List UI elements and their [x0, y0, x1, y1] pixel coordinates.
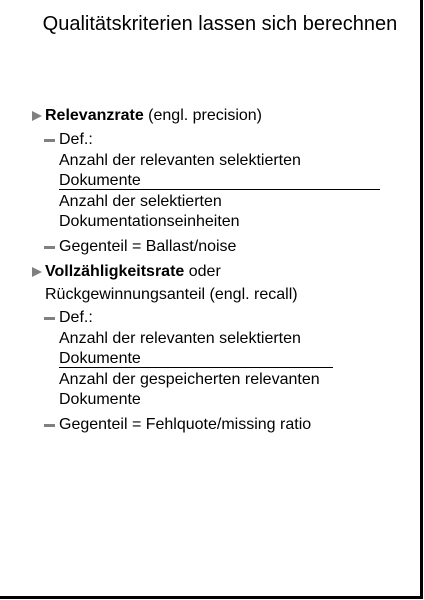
term-vollzaehligkeitsrate-note: Rückgewinnungsanteil (engl. recall) [45, 286, 298, 303]
denominator-line-1: Anzahl der gespeicherten relevanten [59, 370, 320, 388]
bullet-arrow-icon [32, 267, 42, 277]
bullet-relevanzrate [32, 106, 402, 126]
fraction-rule [59, 189, 380, 190]
bullet-dash-icon [44, 139, 55, 142]
numerator-line-2: Dokumente [59, 172, 141, 189]
denominator-line-2: Dokumentationseinheiten [59, 213, 240, 230]
numerator-line-1: Anzahl der relevanten selektierten [59, 329, 301, 347]
bullet-dash-icon [44, 317, 55, 320]
opposite-relevanzrate: Gegenteil = Ballast/noise [44, 237, 394, 258]
bullet-vollzaehligkeitsrate: Vollzähligkeitsrate oder Rückgewinnungsanteil (engl. recall) [32, 262, 402, 305]
def-label: Def.: [59, 131, 93, 148]
denominator-line-1: Anzahl der selektierten [59, 192, 222, 210]
term-relevanzrate: Relevanzrate [45, 107, 144, 124]
bullet-dash-icon [44, 424, 55, 427]
opposite-vollzaehligkeitsrate: Gegenteil = Fehlquote/missing ratio [44, 415, 394, 436]
term-relevanzrate-note: (engl. precision) [143, 107, 262, 124]
term-vollzaehligkeitsrate: Vollzähligkeitsrate [45, 263, 185, 280]
slide-title: Qualitätskriterien lassen sich berechnen [42, 13, 398, 35]
bullet-arrow-icon [32, 111, 42, 121]
numerator-line-2: Dokumente [59, 350, 141, 367]
def-label: Def.: [59, 309, 93, 326]
numerator-line-1: Anzahl der relevanten selektierten [59, 151, 301, 169]
denominator-line-2: Dokumente [59, 391, 141, 408]
bullet-dash-icon [44, 246, 55, 249]
fraction-rule [59, 367, 333, 368]
definition-relevanzrate [44, 130, 394, 233]
definition-vollzaehligkeitsrate [44, 308, 394, 411]
